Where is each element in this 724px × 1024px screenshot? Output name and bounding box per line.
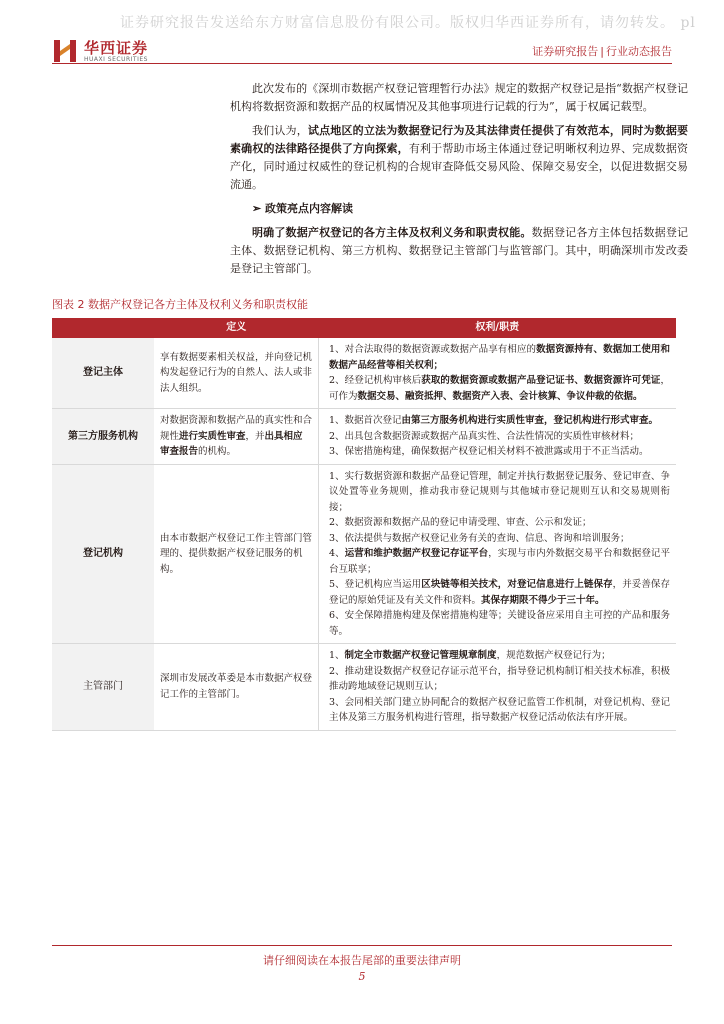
- rights-text: 4、: [329, 548, 345, 559]
- rights-text-bold: 其保存期限不得少于三十年。: [481, 594, 605, 606]
- definition-text: 对数据资源和数据产品的真实性和合规性: [160, 415, 313, 442]
- row-authority-definition: 深圳市发展改革委是本市数据产权登记工作的主管部门。: [154, 644, 319, 731]
- row-registry-name: 登记机构: [52, 464, 154, 644]
- rights-item: [329, 342, 670, 373]
- rights-item: 3、会同相关部门建立协同配合的数据产权登记监管工作机制，对登记机构、登记主体及第三方服务机构进行管理，指导数据产权登记活动依法有序开展。: [329, 696, 670, 723]
- rights-text-bold: 制定全市数据产权登记管理规章制度: [344, 650, 497, 661]
- rights-item: 1、实行数据资源和数据产品登记管理，制定并执行数据登记服务、登记审查、争议处置等业务规则，推动我市登记规则与其他城市登记规则互认和交易规则衔接；: [329, 470, 670, 513]
- rights-item: 2、数据资源和数据产品的登记申请受理、审查、公示和发证；: [329, 517, 592, 528]
- rights-text: ，可作为: [329, 375, 670, 402]
- row-thirdparty-rights: [319, 409, 677, 465]
- rights-item: [329, 577, 670, 608]
- rights-text-bold: 获取的数据资源或数据产品登记证书、数据资源许可凭证: [421, 375, 661, 386]
- body-text: [230, 80, 688, 278]
- logo-english-name: HUAXI SECURITIES: [84, 55, 148, 63]
- table-row: [52, 409, 676, 465]
- definition-text-bold: 进行实质性审查: [179, 430, 246, 442]
- table-header-row: [52, 318, 676, 338]
- header-cell-empty: [52, 318, 154, 338]
- legal-notice: 请仔细阅读在本报告尾部的重要法律声明: [263, 954, 461, 967]
- paragraph-2-lead: 我们认为，: [252, 124, 308, 137]
- row-thirdparty-definition: [154, 409, 319, 465]
- rights-text-bold: 区块链等相关技术，对登记信息进行上链保存: [421, 579, 613, 590]
- row-registry-definition: 由本市数据产权登记工作主管部门管理的、提供数据产权登记服务的机构。: [154, 464, 319, 644]
- table-row: [52, 464, 676, 644]
- rights-item: [329, 648, 670, 664]
- report-type-separator: |: [600, 45, 604, 58]
- rights-item: 3、保密措施构建，确保数据产权登记相关材料不被泄露或用于不正当活动。: [329, 446, 649, 457]
- report-kind: 证券研究报告: [532, 45, 599, 58]
- row-authority-name: 主管部门: [52, 644, 154, 731]
- row-registry-rights: [319, 464, 677, 644]
- header-divider: [52, 63, 672, 64]
- definition-text-bold: 出具相应审查报告: [160, 430, 303, 457]
- rights-item: [329, 413, 670, 429]
- definition-text: ，并: [245, 430, 265, 442]
- rights-duties-table: [52, 318, 676, 731]
- row-subject-definition: 享有数据要素相关权益，并向登记机构发起登记行为的自然人、法人或非法人组织。: [154, 338, 319, 409]
- rights-text-bold: 数据资源持有、数据加工使用和数据产品经营等相关权利；: [329, 344, 670, 371]
- rights-item: 3、依法提供与数据产权登记业务有关的查询、信息、咨询和培训服务；: [329, 532, 630, 544]
- footer-divider: [52, 945, 672, 946]
- rights-text: 5、登记机构应当运用: [329, 579, 422, 590]
- rights-text: 1、数据首次登记: [329, 415, 402, 426]
- table-row: [52, 644, 676, 731]
- paragraph-3: [230, 224, 688, 278]
- rights-text: 1、对合法取得的数据资源或数据产品享有相应的: [329, 344, 537, 355]
- rights-item: [329, 373, 670, 404]
- paragraph-1: 此次发布的《深圳市数据产权登记管理暂行办法》规定的数据产权登记是指“数据产权登记机构将数据资源和数据产品的权属情况及其他事项进行记载的行为”，属于权属记载型。: [230, 82, 688, 113]
- rights-text: ，并妥善保存登记的原始凭证及有关文件和资料。: [329, 579, 670, 606]
- rights-text: ，实现与市内外数据交易平台和数据登记平台互联享；: [329, 548, 670, 575]
- header-cell-definition: 定义: [154, 318, 319, 338]
- brand-logo: [52, 38, 148, 64]
- rights-item: 2、出具包含数据资源或数据产品真实性、合法性情况的实质性审核材料；: [329, 430, 640, 442]
- paragraph-2-bold: 试点地区的立法为数据登记行为及其法律责任提供了有效范本，同时为数据要素确权的法律路径提供了方向探索，: [230, 124, 688, 155]
- rights-item: [329, 546, 670, 577]
- header-cell-rights: 权利/职责: [319, 318, 677, 338]
- paragraph-2: [230, 122, 688, 194]
- bullet-heading: ➢ 政策亮点内容解读: [252, 202, 354, 215]
- rights-text: 1、: [329, 650, 345, 661]
- rights-item: 6、安全保障措施构建及保密措施构建等；关键设备应采用自主可控的产品和服务等。: [329, 610, 670, 637]
- paragraph-2-rest: 有利于帮助市场主体通过登记明晰权利边界、完成数据资产化，同时通过权威性的登记机构的合规审查降低交易风险、保障交易安全，以促进数据交易流通。: [230, 142, 689, 191]
- logo-chinese-name: 华西证券: [84, 38, 149, 57]
- paragraph-3-bold: 明确了数据产权登记的各方主体及权利义务和职责权能。: [252, 226, 532, 239]
- page-number: 5: [358, 970, 366, 983]
- rights-item: 2、推动建设数据产权登记存证示范平台，指导登记机构制订相关技术标准，积极推动跨地域登记规则互认；: [329, 665, 670, 692]
- huaxi-logo-icon: [52, 38, 78, 64]
- table-row: [52, 338, 676, 409]
- report-subkind: 行业动态报告: [606, 45, 672, 58]
- row-authority-rights: [319, 644, 677, 731]
- rights-text-bold: 运营和维护数据产权登记存证平台: [344, 548, 489, 559]
- row-subject-name: 登记主体: [52, 338, 154, 409]
- row-thirdparty-name: 第三方服务机构: [52, 409, 154, 465]
- watermark-text: 证券研究报告发送给东方财富信息股份有限公司。版权归华西证券所有，请勿转发。 pl: [120, 15, 696, 31]
- rights-text-bold: 由第三方服务机构进行实质性审查，登记机构进行形式审查。: [401, 415, 659, 426]
- definition-text: 的机构。: [198, 446, 237, 457]
- report-type-label: [532, 43, 672, 59]
- row-subject-rights: [319, 338, 677, 409]
- rights-text-bold: 数据交易、融资抵押、数据资产入表、会计核算、争议仲裁的依据。: [357, 390, 643, 402]
- figure-title: 图表 2 数据产权登记各方主体及权利义务和职责权能: [52, 298, 308, 311]
- rights-text: ，规范数据产权登记行为；: [496, 650, 611, 661]
- rights-text: 2、经登记机构审核后: [329, 375, 422, 386]
- paragraph-3-rest: 数据登记各方主体包括数据登记主体、数据登记机构、第三方机构、数据登记主管部门与监管部门。其中，明确深圳市发改委是登记主管部门。: [230, 226, 689, 275]
